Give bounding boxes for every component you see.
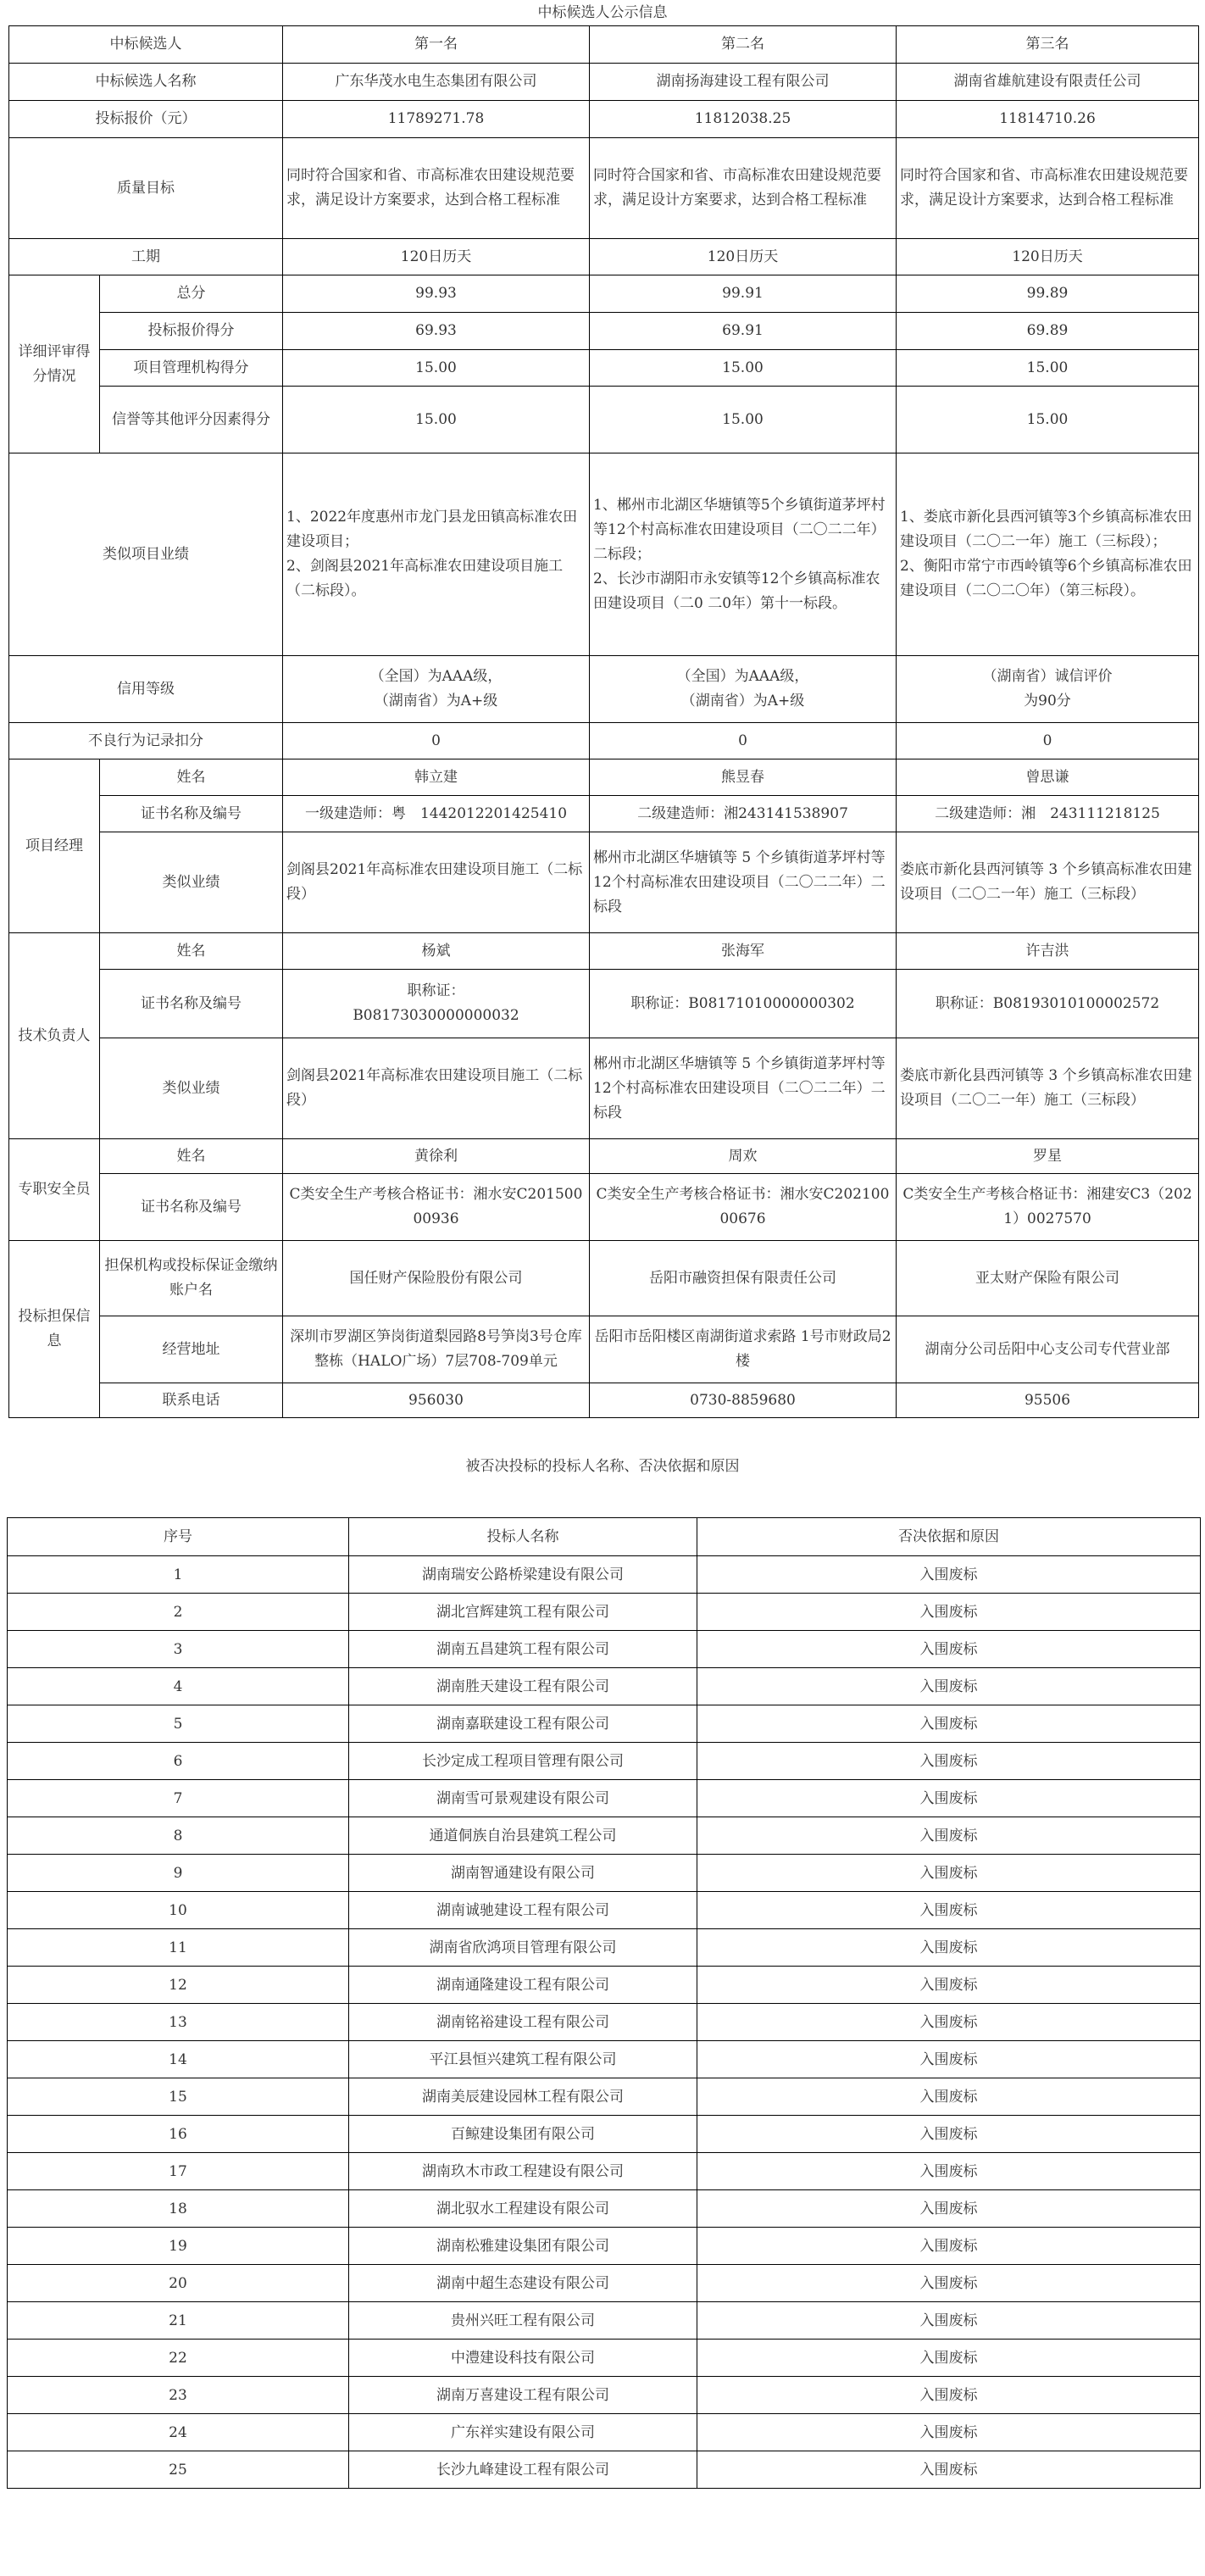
row-label: 类似项目业绩 [9, 453, 283, 656]
price-score: 69.89 [897, 313, 1199, 350]
row-label: 中标候选人名称 [9, 64, 283, 101]
bidder-name: 长沙九峰建设工程有限公司 [349, 2451, 697, 2489]
table-row [8, 1668, 1201, 1705]
rejection-reason: 入围废标 [697, 2340, 1201, 2377]
table-row [8, 2041, 1201, 2078]
credit-line: （湖南省）诚信评价 [982, 668, 1113, 685]
tech-performance: 娄底市新化县西河镇等 3 个乡镇高标准农田建设项目（二〇二一年）施工（三标段） [897, 1038, 1199, 1139]
bidder-name: 长沙定成工程项目管理有限公司 [349, 1743, 697, 1780]
row-index: 24 [8, 2414, 349, 2451]
bidder-name: 平江县恒兴建筑工程有限公司 [349, 2041, 697, 2078]
bidder-name: 湖南松雅建设集团有限公司 [349, 2228, 697, 2265]
row-label: 信用等级 [9, 656, 283, 723]
rejection-reason: 入围废标 [697, 1705, 1201, 1743]
table-row [8, 1556, 1201, 1594]
similar-project-item: 1、娄底市新化县西河镇等3个乡镇高标准农田建设项目（二〇二一年）施工（三标段）； [900, 509, 1192, 550]
rejection-reason: 入围废标 [697, 1594, 1201, 1631]
row-index: 7 [8, 1780, 349, 1817]
total-score: 99.89 [897, 275, 1199, 313]
similar-projects [897, 453, 1199, 656]
credit-line: （湖南省）为A+级 [374, 693, 498, 709]
candidate-name: 湖南扬海建设工程有限公司 [590, 64, 897, 101]
bidder-name: 湖南智通建设有限公司 [349, 1855, 697, 1892]
tech-cert-line: 职称证：B08193010100002572 [935, 994, 1160, 1012]
similar-projects [590, 453, 897, 656]
rejection-reason: 入围废标 [697, 1631, 1201, 1668]
tech-cert-line: 职称证： [407, 982, 465, 999]
bidder-name: 贵州兴旺工程有限公司 [349, 2302, 697, 2340]
bidder-name: 湖南雪可景观建设有限公司 [349, 1780, 697, 1817]
rejected-rows [8, 1556, 1201, 2489]
table-row [9, 933, 1199, 970]
row-index: 20 [8, 2265, 349, 2302]
pm-performance: 娄底市新化县西河镇等 3 个乡镇高标准农田建设项目（二〇二一年）施工（三标段） [897, 832, 1199, 933]
bid-price: 11812038.25 [590, 101, 897, 138]
bid-price: 11789271.78 [283, 101, 590, 138]
credit-score: 15.00 [897, 387, 1199, 453]
tech-cert-line: 职称证：B08171010000000302 [630, 994, 855, 1012]
credit-line: 为90分 [1024, 693, 1071, 709]
rejection-reason: 入围废标 [697, 2302, 1201, 2340]
bidder-name: 湖南瑞安公路桥梁建设有限公司 [349, 1556, 697, 1594]
table-row [8, 2377, 1201, 2414]
bidder-name: 湖南胜天建设工程有限公司 [349, 1668, 697, 1705]
table-row [9, 723, 1199, 759]
table-row [9, 138, 1199, 239]
rejection-reason: 入围废标 [697, 1929, 1201, 1967]
bidder-name: 湖南万喜建设工程有限公司 [349, 2377, 697, 2414]
row-label: 信誉等其他评分因素得分 [100, 387, 283, 453]
row-label: 姓名 [100, 1139, 283, 1174]
bidder-name: 湖南中超生态建设有限公司 [349, 2265, 697, 2302]
row-index: 4 [8, 1668, 349, 1705]
table-row [8, 1892, 1201, 1929]
table-row [8, 2116, 1201, 2153]
bidder-name: 湖南玖木市政工程建设有限公司 [349, 2153, 697, 2190]
table-row [9, 759, 1199, 796]
score-group-label: 详细评审得分情况 [9, 275, 100, 453]
row-index: 22 [8, 2340, 349, 2377]
bidder-name: 中澧建设科技有限公司 [349, 2340, 697, 2377]
rejection-reason: 入围废标 [697, 1668, 1201, 1705]
rejection-reason: 入围废标 [697, 2116, 1201, 2153]
page-title: 中标候选人公示信息 [537, 4, 668, 21]
row-label: 类似业绩 [100, 1038, 283, 1139]
tech-lead-label: 技术负责人 [9, 933, 100, 1139]
bidder-name: 湖南铭裕建设工程有限公司 [349, 2004, 697, 2041]
row-index: 11 [8, 1929, 349, 1967]
similar-project-item: 2、长沙市湖阳市永安镇等12个乡镇高标准农田建设项目（二0 二0年）第十一标段。 [593, 570, 880, 612]
bidder-name: 湖南诚驰建设工程有限公司 [349, 1892, 697, 1929]
table-row [9, 832, 1199, 933]
org-score: 15.00 [897, 350, 1199, 387]
bidder-name: 湖南省欣鸿项目管理有限公司 [349, 1929, 697, 1967]
rejection-reason: 入围废标 [697, 1892, 1201, 1929]
row-label: 工期 [9, 239, 283, 275]
row-index: 23 [8, 2377, 349, 2414]
header-cell: 中标候选人 [9, 26, 283, 64]
table-row [9, 1038, 1199, 1139]
rank-3: 第三名 [897, 26, 1199, 64]
column-header-reason: 否决依据和原因 [697, 1518, 1201, 1556]
bad-record-deduction: 0 [590, 723, 897, 759]
business-address: 湖南分公司岳阳中心支公司专代营业部 [897, 1316, 1199, 1383]
table-row [8, 2302, 1201, 2340]
table-row [9, 1316, 1199, 1383]
candidate-name: 广东华茂水电生态集团有限公司 [283, 64, 590, 101]
table-row [8, 2004, 1201, 2041]
row-label: 证书名称及编号 [100, 796, 283, 832]
table-row [8, 2190, 1201, 2228]
bidder-name: 湖南美辰建设园林工程有限公司 [349, 2078, 697, 2116]
bidder-name: 湖南通隆建设工程有限公司 [349, 1967, 697, 2004]
bid-price: 11814710.26 [897, 101, 1199, 138]
tech-name: 许吉洪 [897, 933, 1199, 970]
construction-period: 120日历天 [897, 239, 1199, 275]
table-row [9, 796, 1199, 832]
total-score: 99.93 [283, 275, 590, 313]
guarantee-org: 国任财产保险股份有限公司 [283, 1241, 590, 1316]
row-index: 3 [8, 1631, 349, 1668]
table-row [9, 1383, 1199, 1418]
safety-name: 周欢 [590, 1139, 897, 1174]
tech-cert [897, 970, 1199, 1038]
credit-level [897, 656, 1199, 723]
row-index: 13 [8, 2004, 349, 2041]
total-score: 99.91 [590, 275, 897, 313]
row-label: 总分 [100, 275, 283, 313]
rejection-reason: 入围废标 [697, 2190, 1201, 2228]
pm-name: 熊昱春 [590, 759, 897, 796]
table-row [8, 1594, 1201, 1631]
similar-project-item: 1、2022年度惠州市龙门县龙田镇高标准农田建设项目； [286, 509, 578, 550]
table-row [8, 2414, 1201, 2451]
business-address: 岳阳市岳阳楼区南湖街道求索路 1号市财政局2楼 [590, 1316, 897, 1383]
safety-name: 罗星 [897, 1139, 1199, 1174]
tech-name: 张海军 [590, 933, 897, 970]
rejection-reason: 入围废标 [697, 1556, 1201, 1594]
rejection-reason: 入围废标 [697, 2377, 1201, 2414]
table-row [9, 656, 1199, 723]
rank-2: 第二名 [590, 26, 897, 64]
rejection-reason: 入围废标 [697, 2078, 1201, 2116]
winning-candidates-table [8, 25, 1199, 1418]
guarantee-label: 投标担保信息 [9, 1241, 100, 1418]
guarantee-org: 亚太财产保险有限公司 [897, 1241, 1199, 1316]
credit-line: （全国）为AAA级， [676, 668, 809, 685]
guarantee-org: 岳阳市融资担保有限责任公司 [590, 1241, 897, 1316]
table-row [8, 1817, 1201, 1855]
table-row [9, 350, 1199, 387]
credit-level [283, 656, 590, 723]
rejection-reason: 入围废标 [697, 2153, 1201, 2190]
row-label: 姓名 [100, 933, 283, 970]
table-row [8, 1967, 1201, 2004]
bad-record-deduction: 0 [283, 723, 590, 759]
quality-target: 同时符合国家和省、市高标准农田建设规范要求，满足设计方案要求，达到合格工程标准 [283, 138, 590, 239]
table-row [9, 970, 1199, 1038]
rejection-reason: 入围废标 [697, 1743, 1201, 1780]
rejection-reason: 入围废标 [697, 2451, 1201, 2489]
construction-period: 120日历天 [283, 239, 590, 275]
project-manager-label: 项目经理 [9, 759, 100, 933]
table-row [8, 2228, 1201, 2265]
bidder-name: 百鲸建设集团有限公司 [349, 2116, 697, 2153]
contact-phone: 0730-8859680 [590, 1383, 897, 1418]
row-label: 投标报价（元） [9, 101, 283, 138]
safety-name: 黄徐利 [283, 1139, 590, 1174]
table-row [8, 1518, 1201, 1556]
credit-level [590, 656, 897, 723]
table-row [8, 1705, 1201, 1743]
org-score: 15.00 [590, 350, 897, 387]
bidder-name: 广东祥实建设有限公司 [349, 2414, 697, 2451]
table-row [9, 453, 1199, 656]
safety-cert: C类安全生产考核合格证书：湘建安C3（2021）0027570 [897, 1174, 1199, 1241]
pm-cert: 二级建造师：湘243141538907 [590, 796, 897, 832]
table-row [8, 1855, 1201, 1892]
row-index: 16 [8, 2116, 349, 2153]
table-row [9, 1139, 1199, 1174]
table-row [8, 2451, 1201, 2489]
row-index: 17 [8, 2153, 349, 2190]
row-label: 姓名 [100, 759, 283, 796]
row-label: 投标报价得分 [100, 313, 283, 350]
pm-name: 曾思谦 [897, 759, 1199, 796]
pm-performance: 郴州市北湖区华塘镇等 5 个乡镇街道茅坪村等12个村高标准农田建设项目（二〇二二年）二标段 [590, 832, 897, 933]
contact-phone: 95506 [897, 1383, 1199, 1418]
table-row [9, 275, 1199, 313]
row-index: 18 [8, 2190, 349, 2228]
rejected-section-title: 被否决投标的投标人名称、否决依据和原因 [465, 1458, 740, 1475]
column-header-bidder: 投标人名称 [349, 1518, 697, 1556]
row-label: 担保机构或投标保证金缴纳账户名 [100, 1241, 283, 1316]
row-index: 6 [8, 1743, 349, 1780]
price-score: 69.91 [590, 313, 897, 350]
rejection-reason: 入围废标 [697, 2041, 1201, 2078]
row-label: 证书名称及编号 [100, 1174, 283, 1241]
row-index: 21 [8, 2302, 349, 2340]
rejection-reason: 入围废标 [697, 1780, 1201, 1817]
contact-phone: 956030 [283, 1383, 590, 1418]
row-label: 证书名称及编号 [100, 970, 283, 1038]
row-label: 经营地址 [100, 1316, 283, 1383]
rejection-reason: 入围废标 [697, 1817, 1201, 1855]
row-index: 12 [8, 1967, 349, 2004]
row-index: 2 [8, 1594, 349, 1631]
table-row [9, 1174, 1199, 1241]
row-index: 9 [8, 1855, 349, 1892]
tech-cert [590, 970, 897, 1038]
rejection-reason: 入围废标 [697, 1967, 1201, 2004]
tech-cert [283, 970, 590, 1038]
pm-cert: 二级建造师：湘 243111218125 [897, 796, 1199, 832]
credit-line: （湖南省）为A+级 [680, 693, 805, 709]
price-score: 69.93 [283, 313, 590, 350]
table-row [9, 26, 1199, 64]
row-index: 1 [8, 1556, 349, 1594]
rejected-bidders-table [7, 1517, 1201, 2489]
table-row [9, 239, 1199, 275]
table-row [8, 2265, 1201, 2302]
table-row [9, 64, 1199, 101]
table-row [8, 2078, 1201, 2116]
tech-cert-line: B08173030000000032 [353, 1007, 519, 1024]
rejection-reason: 入围废标 [697, 1855, 1201, 1892]
similar-project-item: 2、衡阳市常宁市西岭镇等6个乡镇高标准农田建设项目（二〇二〇年）（第三标段）。 [900, 558, 1192, 599]
bidder-name: 湖北宫辉建筑工程有限公司 [349, 1594, 697, 1631]
credit-score: 15.00 [590, 387, 897, 453]
bidder-name: 通道侗族自治县建筑工程公司 [349, 1817, 697, 1855]
row-label: 不良行为记录扣分 [9, 723, 283, 759]
business-address: 深圳市罗湖区笋岗街道梨园路8号笋岗3号仓库整栋（HALO广场）7层708-709单元 [283, 1316, 590, 1383]
row-label: 质量目标 [9, 138, 283, 239]
credit-line: （全国）为AAA级， [369, 668, 503, 685]
table-row [8, 2340, 1201, 2377]
rank-1: 第一名 [283, 26, 590, 64]
row-index: 25 [8, 2451, 349, 2489]
org-score: 15.00 [283, 350, 590, 387]
quality-target: 同时符合国家和省、市高标准农田建设规范要求，满足设计方案要求，达到合格工程标准 [897, 138, 1199, 239]
row-index: 8 [8, 1817, 349, 1855]
table-row [8, 1631, 1201, 1668]
credit-score: 15.00 [283, 387, 590, 453]
pm-cert: 一级建造师：粤 1442012201425410 [283, 796, 590, 832]
rejection-reason: 入围废标 [697, 2414, 1201, 2451]
row-label: 类似业绩 [100, 832, 283, 933]
pm-performance: 剑阁县2021年高标准农田建设项目施工（二标段） [283, 832, 590, 933]
similar-project-item: 1、郴州市北湖区华塘镇等5个乡镇街道茅坪村等12个村高标准农田建设项目（二〇二二年）二标段； [593, 496, 886, 563]
bad-record-deduction: 0 [897, 723, 1199, 759]
tech-name: 杨斌 [283, 933, 590, 970]
row-index: 14 [8, 2041, 349, 2078]
rejection-reason: 入围废标 [697, 2265, 1201, 2302]
bidder-name: 湖南五昌建筑工程有限公司 [349, 1631, 697, 1668]
candidate-name: 湖南省雄航建设有限责任公司 [897, 64, 1199, 101]
pm-name: 韩立建 [283, 759, 590, 796]
bidder-name: 湖北驭水工程建设有限公司 [349, 2190, 697, 2228]
row-index: 19 [8, 2228, 349, 2265]
table-row [9, 1241, 1199, 1316]
table-row [8, 2153, 1201, 2190]
row-label: 联系电话 [100, 1383, 283, 1418]
safety-officer-label: 专职安全员 [9, 1139, 100, 1241]
rejection-reason: 入围废标 [697, 2228, 1201, 2265]
tech-performance: 郴州市北湖区华塘镇等 5 个乡镇街道茅坪村等12个村高标准农田建设项目（二〇二二年）二标段 [590, 1038, 897, 1139]
row-index: 15 [8, 2078, 349, 2116]
table-row [8, 1780, 1201, 1817]
tech-performance: 剑阁县2021年高标准农田建设项目施工（二标段） [283, 1038, 590, 1139]
similar-project-item: 2、剑阁县2021年高标准农田建设项目施工（二标段）。 [286, 558, 564, 599]
table-row [9, 313, 1199, 350]
similar-projects [283, 453, 590, 656]
safety-cert: C类安全生产考核合格证书：湘水安C20210000676 [590, 1174, 897, 1241]
table-row [9, 101, 1199, 138]
table-row [8, 1743, 1201, 1780]
column-header-index: 序号 [8, 1518, 349, 1556]
bidder-name: 湖南嘉联建设工程有限公司 [349, 1705, 697, 1743]
row-label: 项目管理机构得分 [100, 350, 283, 387]
table-row [8, 1929, 1201, 1967]
safety-cert: C类安全生产考核合格证书：湘水安C20150000936 [283, 1174, 590, 1241]
table-row [9, 387, 1199, 453]
row-index: 10 [8, 1892, 349, 1929]
rejection-reason: 入围废标 [697, 2004, 1201, 2041]
row-index: 5 [8, 1705, 349, 1743]
construction-period: 120日历天 [590, 239, 897, 275]
quality-target: 同时符合国家和省、市高标准农田建设规范要求，满足设计方案要求，达到合格工程标准 [590, 138, 897, 239]
